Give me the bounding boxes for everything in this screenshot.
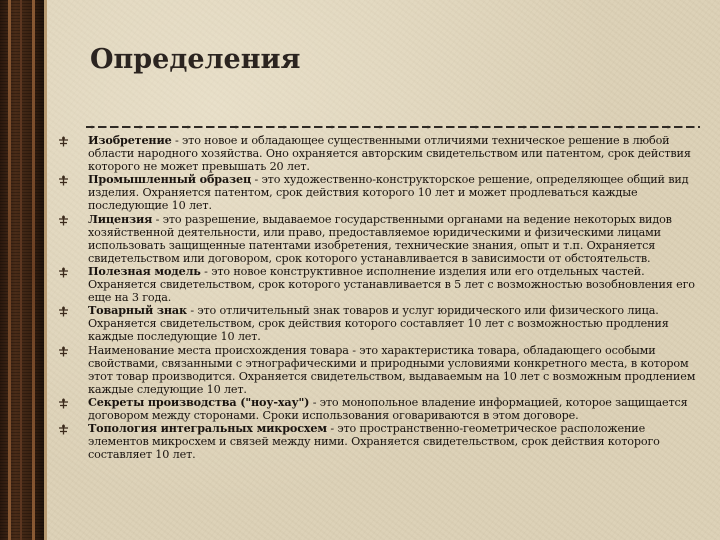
term: Промышленный образец <box>88 172 252 187</box>
bullet-icon <box>58 398 69 409</box>
term: Товарный знак <box>88 303 187 318</box>
term: Изобретение <box>88 133 172 147</box>
sidebar-edge <box>44 0 47 540</box>
definition: - это монопольное владение информацией, которое защищается договором между сторонами. Сроки использования оговариваются в этом договоре. <box>88 395 688 422</box>
definition: - это новое конструктивное исполнение изделия или его отдельных частей. Охраняется свидетельством, срок которого устанавливается в 5 лет с возможностью возобновления его еще на 3 года. <box>88 264 695 305</box>
bullet-icon <box>58 346 69 357</box>
bullet-icon <box>58 215 69 226</box>
definition: - это разрешение, выдаваемое государственными органами на ведение некоторых видов хозяйственной деятельности, или право, предоставляемое юридическими и физическими лицами использовать защищенные патентами изобретения, технические знания, опыт и т.п. Охраняется свидетельством или договором, срок которого устанавливается в зависимости от обстоятельств. <box>88 212 672 265</box>
term: Топология интегральных микросхем <box>88 421 327 436</box>
slide-title: Определения <box>90 44 301 75</box>
bullet-icon <box>58 175 69 186</box>
list-item <box>88 213 706 265</box>
list-item <box>88 422 706 461</box>
bullet-icon <box>58 136 69 147</box>
bullet-icon <box>58 267 69 278</box>
definition: Наименование места происхождения товара - это характеристика товара, обладающего особыми свойствами, связанными с этнографическими и природными условиями конкретного места, в котором этот товар производится. Охраняется свидетельством, выдаваемым на 10 лет с возможным продлением каждые следующие 10 лет. <box>88 343 696 396</box>
term: Лицензия <box>88 211 153 226</box>
definition: - это новое и обладающее существенными отличиями техническое решение в любой области народного хозяйства. Оно охраняется авторским свидетельством или патентом, срок действия которого не может превышать 20 лет. <box>88 134 691 174</box>
bullet-icon <box>58 424 69 435</box>
definition: - это пространственно-геометрическое расположение элементов микросхем и связей между ними. Охраняется свидетельством, срок действия которого составляет 10 лет. <box>88 422 660 462</box>
term: Полезная модель <box>88 263 201 278</box>
list-item <box>88 396 706 422</box>
definitions-list <box>88 134 706 461</box>
sidebar-stripe <box>32 0 35 540</box>
divider-dots <box>86 123 700 131</box>
term: Секреты производства ("ноу-хау") <box>88 394 310 409</box>
list-item <box>88 265 706 304</box>
list-item <box>88 304 706 343</box>
bullet-icon <box>58 306 69 317</box>
decorative-sidebar <box>0 0 44 540</box>
list-item <box>88 173 706 212</box>
sidebar-stripe <box>20 0 22 540</box>
definition: - это отличительный знак товаров и услуг юридического или физического лица. Охраняется свидетельством, срок действия которого составляет 10 лет с возможностью продления каждые последующие 10 лет. <box>88 304 669 344</box>
definition: - это художественно-конструкторское решение, определяющее общий вид изделия. Охраняется патентом, срок действия которого 10 лет и может продлеваться каждые последующие 10 лет. <box>88 173 689 213</box>
list-item <box>88 344 706 396</box>
list-item <box>88 134 706 173</box>
sidebar-stripe <box>8 0 11 540</box>
